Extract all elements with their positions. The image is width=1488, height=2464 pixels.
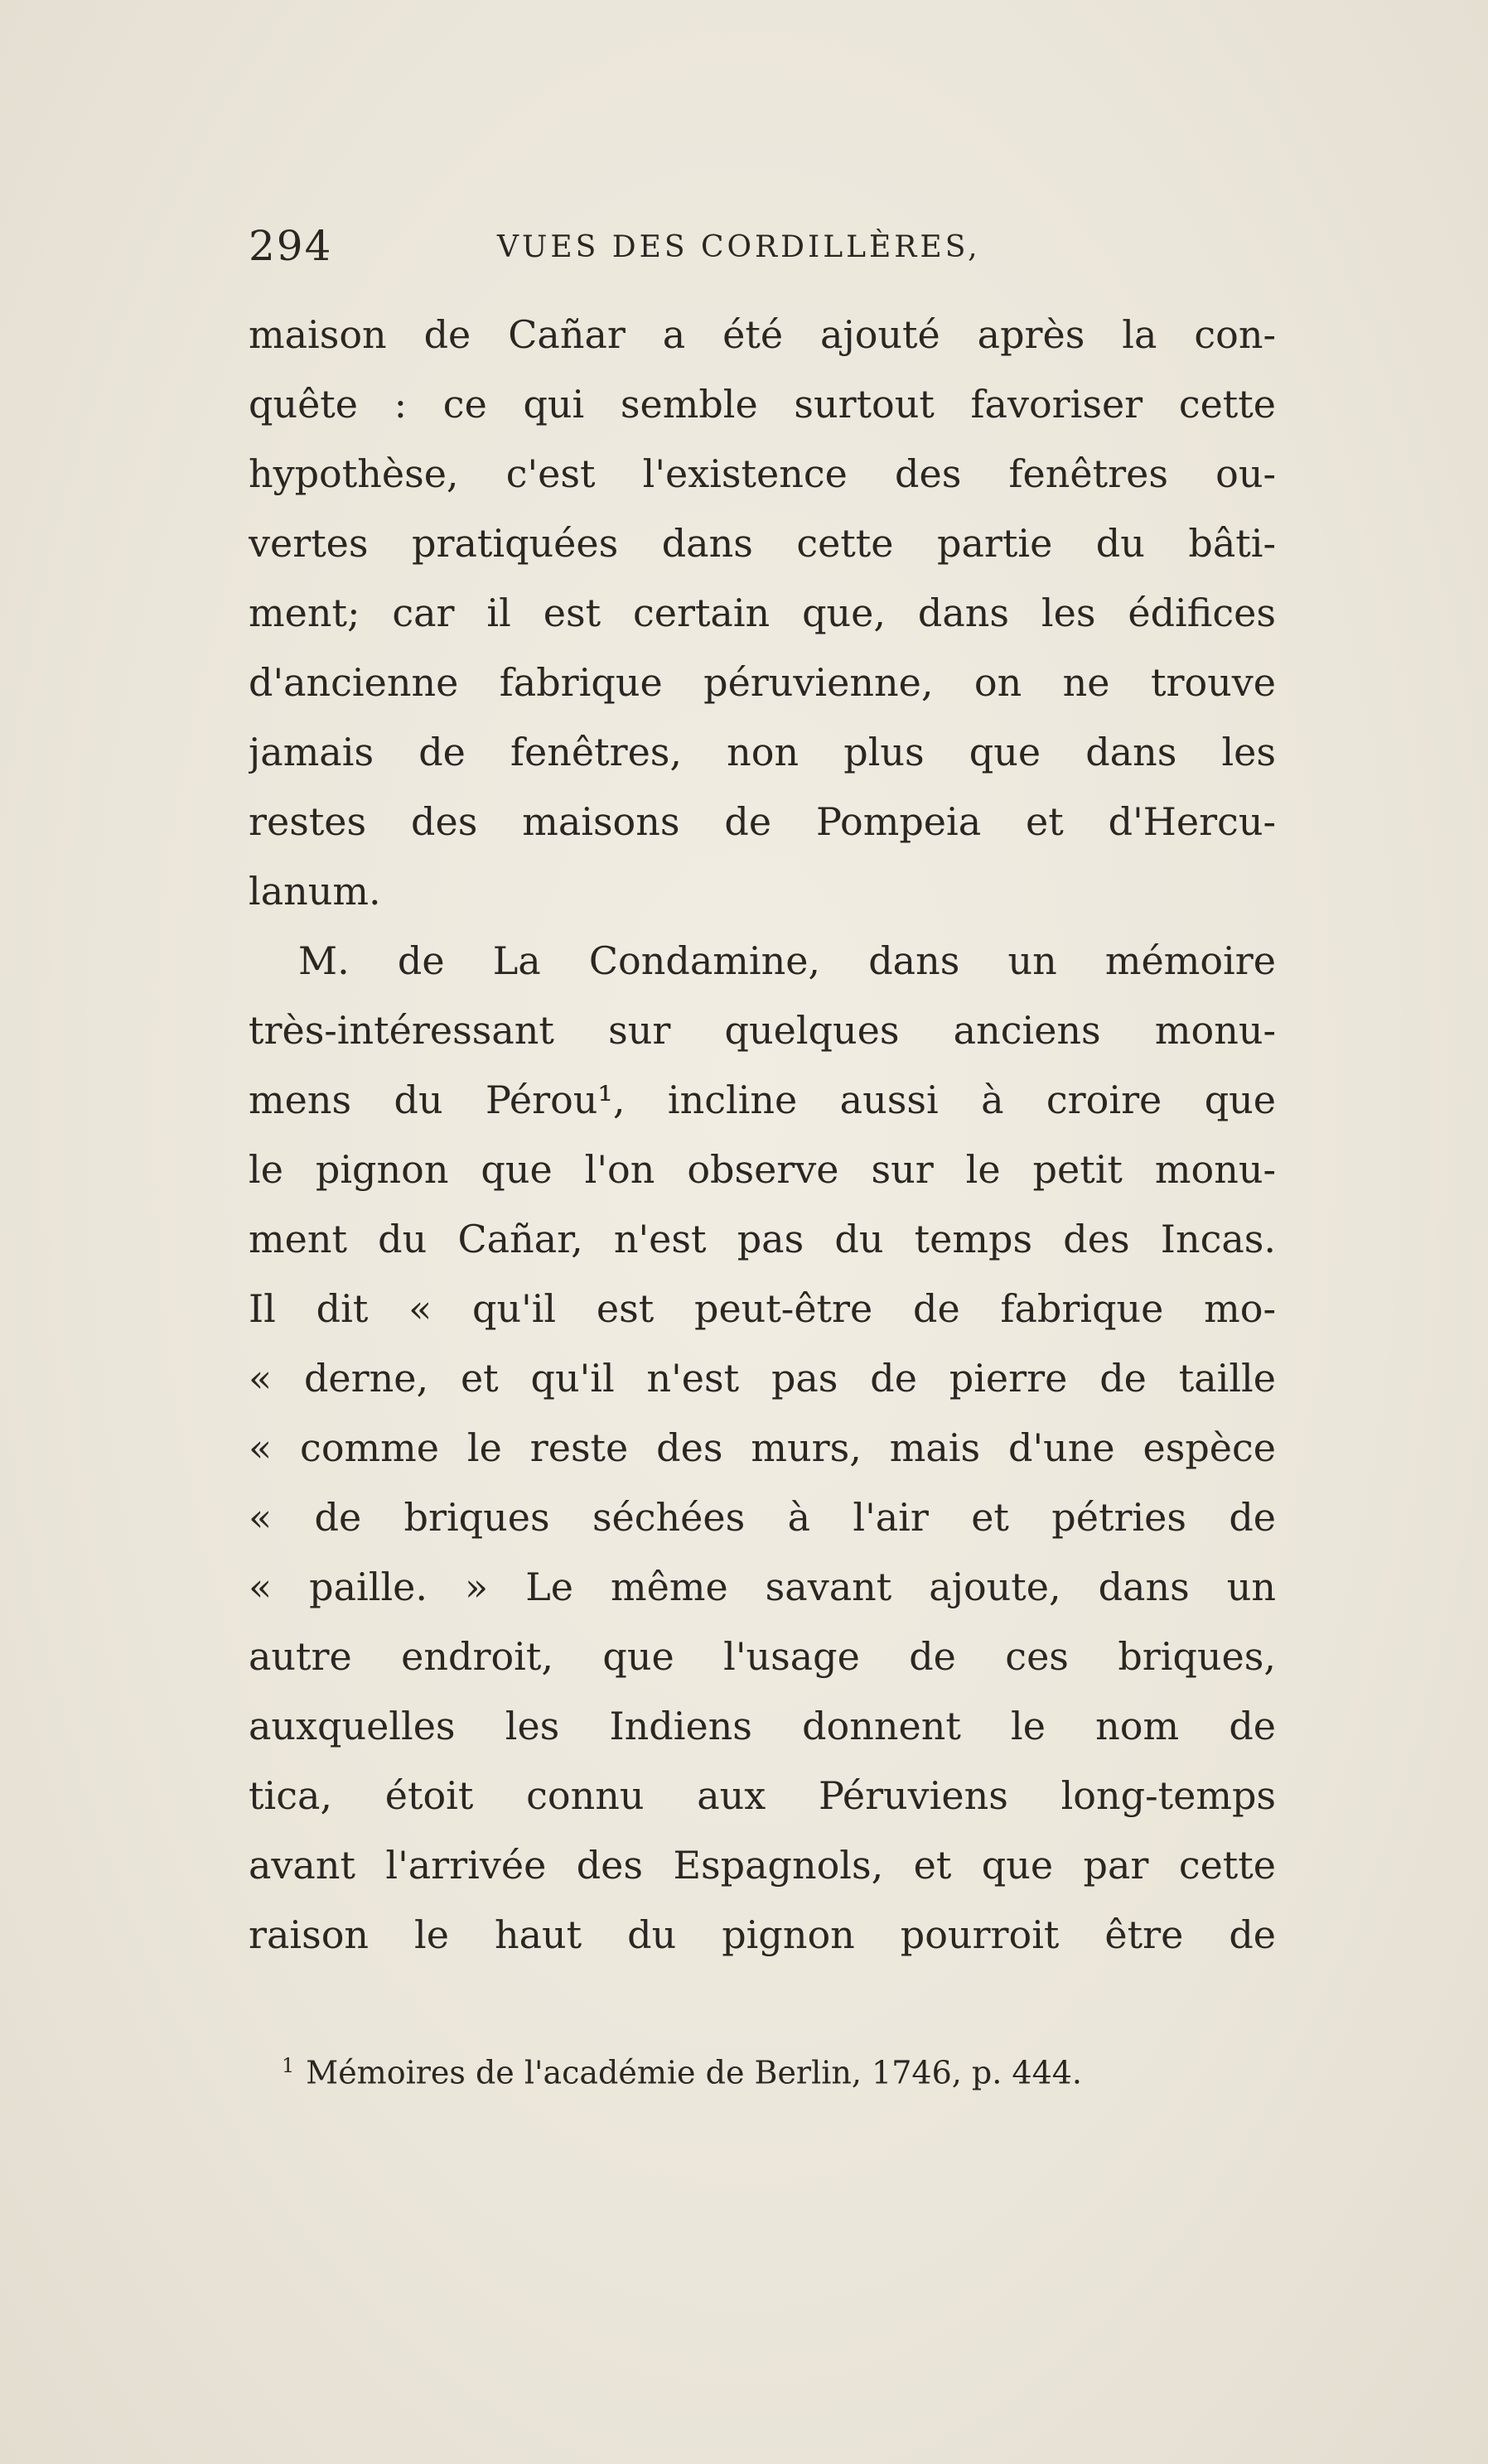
text-line: lanum. <box>249 869 381 914</box>
quote-line: « paille. » Le même savant ajoute, dans un <box>249 1565 1276 1609</box>
text-line: mens du Pérou¹, incline aussi à croire que <box>249 1078 1276 1122</box>
text-line: d'ancienne fabrique péruvienne, on ne trouve <box>249 660 1276 705</box>
text-line: le pignon que l'on observe sur le petit monu- <box>249 1147 1276 1192</box>
quote-line: « comme le reste des murs, mais d'une espèce <box>249 1425 1276 1470</box>
footnote-text: Mémoires de l'académie de Berlin, 1746, p. 444. <box>306 2054 1082 2091</box>
text-line: autre endroit, que l'usage de ces briques, <box>249 1634 1276 1679</box>
text-line: quête : ce qui semble surtout favoriser cette <box>249 382 1276 427</box>
running-head: VUES DES CORDILLÈRES, <box>497 230 981 264</box>
text-line: Il dit « qu'il est peut-être de fabrique mo- <box>249 1286 1276 1331</box>
text-line: ment du Cañar, n'est pas du temps des Incas. <box>249 1217 1276 1261</box>
text-line-italic-term: tica, étoit connu aux Péruviens long-temps <box>249 1773 1276 1818</box>
text-line: très-intéressant sur quelques anciens monu- <box>249 1008 1276 1053</box>
footnote-mark: 1 <box>282 2054 295 2077</box>
text-line: hypothèse, c'est l'existence des fenêtres ou- <box>249 451 1276 496</box>
text-line: maison de Cañar a été ajouté après la con- <box>249 312 1276 357</box>
body-text <box>249 300 1276 1970</box>
text-line: ment; car il est certain que, dans les édifices <box>249 591 1276 635</box>
page-header <box>249 222 1276 280</box>
text-line: vertes pratiquées dans cette partie du bâti- <box>249 521 1276 566</box>
page-number: 294 <box>249 222 333 270</box>
quote-line: « derne, et qu'il n'est pas de pierre de taille <box>249 1356 1276 1401</box>
text-line: auxquelles les Indiens donnent le nom de <box>249 1704 1276 1748</box>
text-line: avant l'arrivée des Espagnols, et que par cette <box>249 1843 1276 1888</box>
quote-line: « de briques séchées à l'air et pétries de <box>249 1495 1276 1540</box>
text-line: restes des maisons de Pompeia et d'Hercu- <box>249 799 1276 844</box>
text-line: jamais de fenêtres, non plus que dans les <box>249 730 1276 774</box>
text-line: raison le haut du pignon pourroit être de <box>249 1912 1276 1957</box>
footnote <box>282 2044 1276 2095</box>
paragraph-start: M. de La Condamine, dans un mémoire <box>298 938 1276 983</box>
